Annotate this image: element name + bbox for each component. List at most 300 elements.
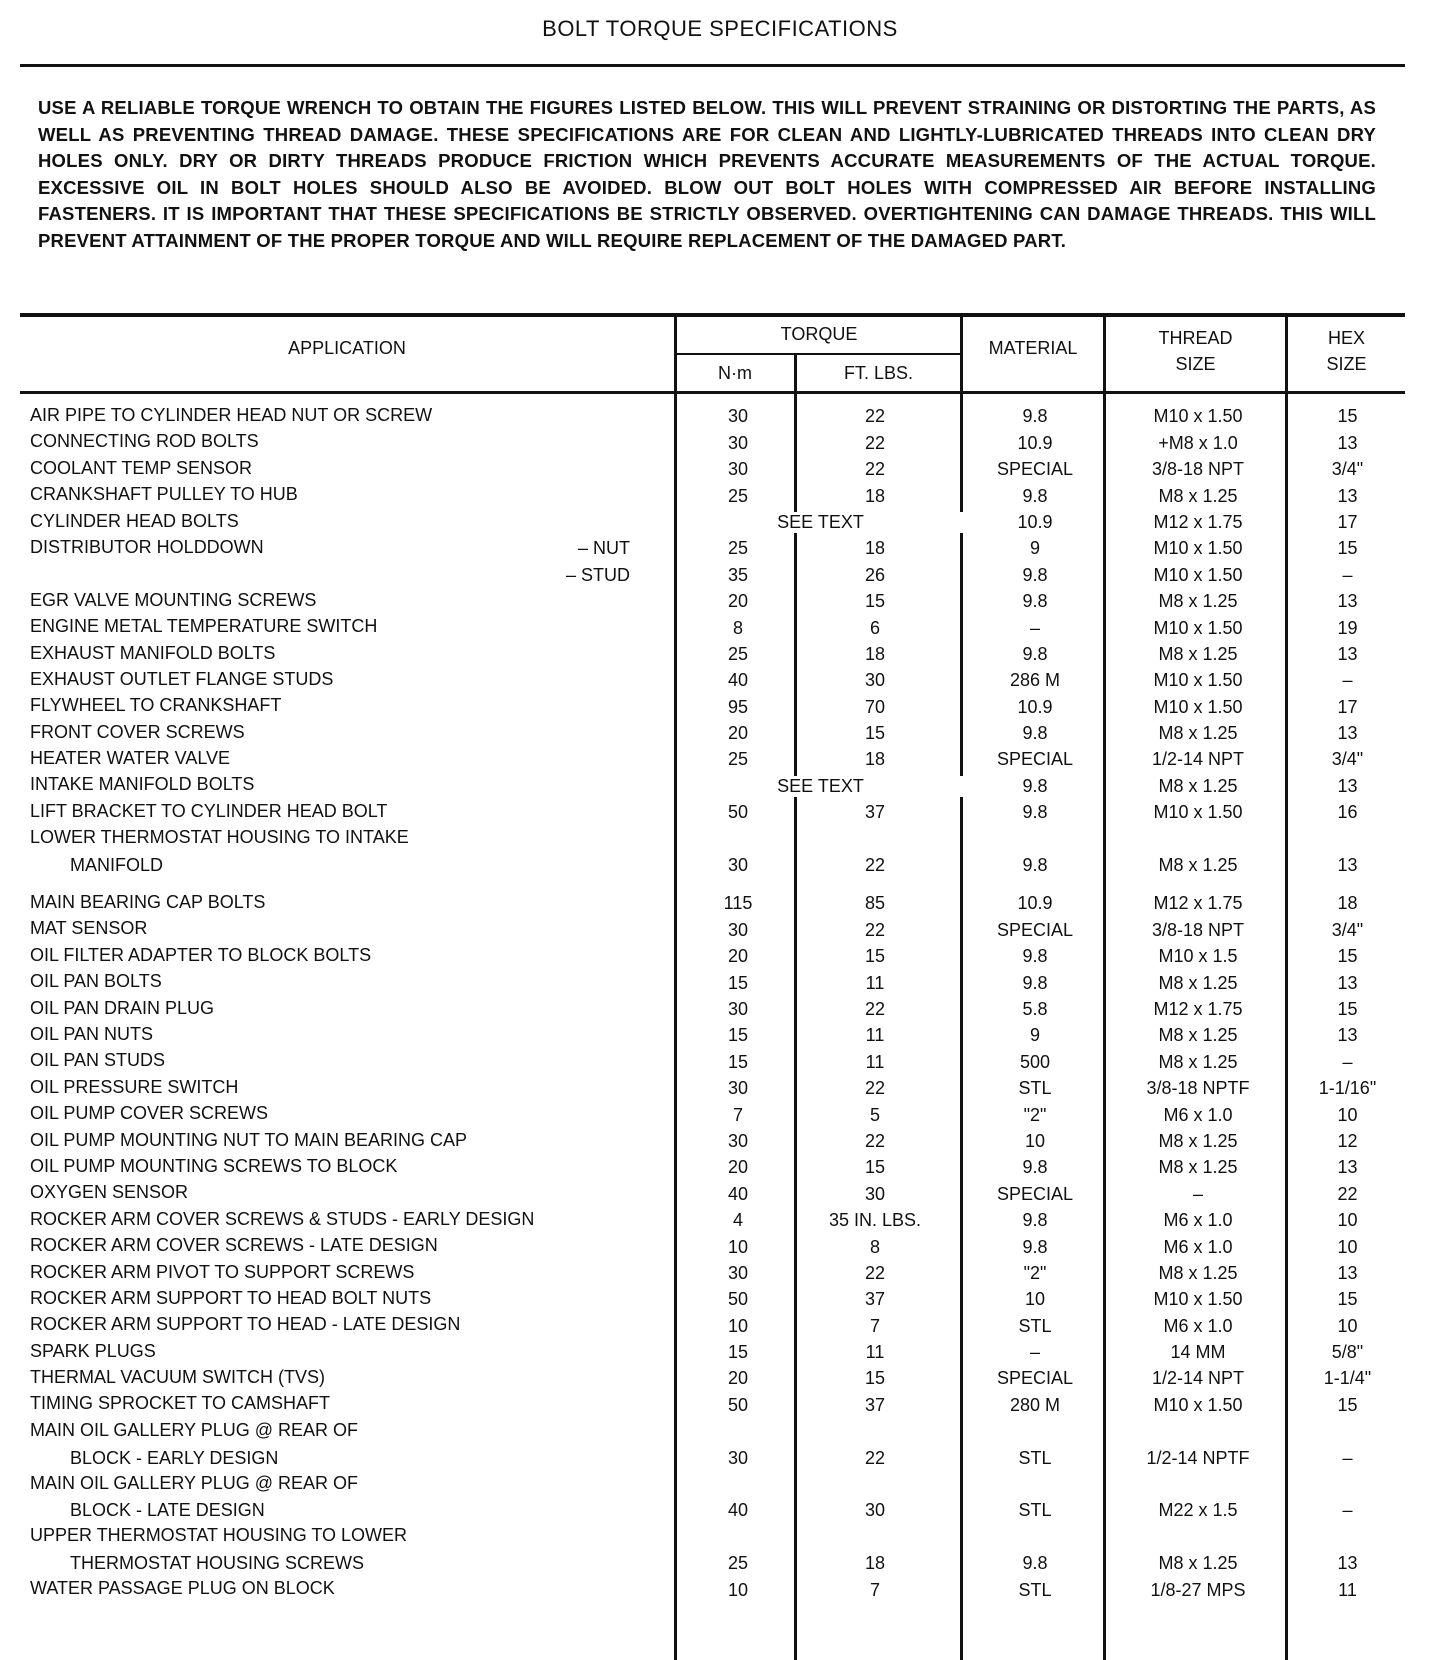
table-row [20, 482, 1405, 508]
header-hex-line1: HEX [1327, 328, 1365, 348]
torque-nm-cell: 50 [727, 1289, 749, 1310]
torque-nm-cell: 15 [727, 1051, 749, 1072]
thread-size-cell: M12 x 1.75 [1153, 511, 1243, 532]
table-row [20, 996, 1405, 1022]
torque-nm-cell: 10 [727, 1315, 749, 1336]
table-row [20, 1523, 1405, 1576]
hex-size-cell: 3/4" [1331, 919, 1364, 940]
torque-ftlbs-cell: 22 [864, 1078, 886, 1099]
see-text-cell: SEE TEXT [678, 776, 963, 797]
torque-ftlbs-cell: 11 [865, 1342, 885, 1363]
material-cell: 9.8 [1022, 1210, 1048, 1231]
application-cell: TIMING SPROCKET TO CAMSHAFT [30, 1393, 331, 1414]
torque-ftlbs-cell: 5 [869, 1104, 880, 1125]
thread-size-cell: M10 x 1.5 [1158, 946, 1238, 967]
application-cell: INTAKE MANIFOLD BOLTS [30, 774, 255, 795]
material-cell: 9.8 [1022, 591, 1048, 612]
table-row [20, 588, 1405, 614]
application-cell-continued: BLOCK - EARLY DESIGN [70, 1447, 279, 1468]
application-cell: MAIN OIL GALLERY PLUG @ REAR OF [30, 1419, 359, 1440]
application-cell: OIL PAN BOLTS [30, 971, 162, 992]
hex-size-cell: 13 [1337, 643, 1358, 664]
application-cell: EGR VALVE MOUNTING SCREWS [30, 589, 317, 610]
table-row [20, 1260, 1405, 1286]
torque-nm-cell: 15 [727, 1025, 749, 1046]
torque-ftlbs-cell: 15 [864, 946, 886, 967]
torque-nm-cell: 30 [727, 919, 749, 940]
torque-ftlbs-cell: 22 [864, 432, 886, 453]
material-cell: STL [1018, 1315, 1052, 1336]
application-cell: DISTRIBUTOR HOLDDOWN [30, 536, 264, 557]
material-cell: 500 [1019, 1051, 1051, 1072]
material-cell: 9.8 [1022, 1157, 1048, 1178]
thread-size-cell: M6 x 1.0 [1163, 1315, 1233, 1336]
thread-size-cell: 1/2-14 NPTF [1146, 1447, 1250, 1468]
material-cell: 5.8 [1022, 999, 1048, 1019]
torque-ftlbs-cell: 30 [864, 670, 886, 691]
hex-size-cell: 13 [1337, 1553, 1358, 1574]
table-row [20, 1286, 1405, 1312]
application-cell: CRANKSHAFT PULLEY TO HUB [30, 484, 298, 505]
hex-size-cell: 15 [1337, 946, 1358, 967]
material-cell: 9.8 [1022, 802, 1048, 823]
torque-ftlbs-cell: 18 [864, 538, 886, 559]
table-row [20, 1418, 1405, 1471]
torque-nm-cell: 30 [727, 1447, 749, 1468]
hex-size-cell: 13 [1337, 855, 1358, 876]
hex-size-cell: 5/8" [1331, 1342, 1364, 1363]
application-cell: OIL PUMP MOUNTING SCREWS TO BLOCK [30, 1155, 398, 1176]
thread-size-cell: M8 x 1.25 [1158, 855, 1238, 876]
thread-size-cell: – [1192, 1183, 1203, 1204]
torque-nm-cell: 115 [723, 893, 753, 914]
torque-nm-cell: 20 [727, 946, 749, 967]
application-cell: FRONT COVER SCREWS [30, 721, 245, 742]
material-cell: 9.8 [1022, 406, 1048, 427]
torque-nm-cell: 25 [727, 643, 749, 664]
table-row [20, 1101, 1405, 1127]
thread-size-cell: 3/8-18 NPTF [1146, 1078, 1250, 1099]
material-cell: – [1029, 617, 1040, 638]
table-row [20, 943, 1405, 969]
material-cell: 9.8 [1022, 1553, 1048, 1574]
thread-size-cell: 14 MM [1170, 1342, 1226, 1363]
header-thread-line2: SIZE [1175, 354, 1216, 374]
material-cell: 9.8 [1022, 972, 1048, 993]
material-cell: SPECIAL [996, 1183, 1074, 1204]
thread-size-cell: M8 x 1.25 [1158, 485, 1238, 506]
hex-size-cell: 15 [1337, 406, 1358, 427]
material-cell: 9.8 [1022, 723, 1048, 744]
material-cell: "2" [1023, 1262, 1047, 1283]
material-cell: "2" [1023, 1104, 1047, 1125]
torque-ftlbs-cell: 6 [869, 617, 880, 638]
header-hex-line2: SIZE [1326, 354, 1367, 374]
hex-size-cell: 15 [1337, 1394, 1358, 1415]
torque-ftlbs-cell: 70 [864, 696, 886, 717]
hex-size-cell: 1-1/16" [1318, 1078, 1377, 1099]
torque-nm-cell: 25 [727, 1553, 749, 1574]
hex-size-cell: 10 [1337, 1236, 1358, 1257]
table-row [20, 1312, 1405, 1338]
hex-size-cell: 13 [1337, 432, 1358, 453]
torque-nm-cell: 40 [727, 1500, 749, 1521]
table-row [20, 429, 1405, 455]
table-row [20, 641, 1405, 667]
table-row [20, 916, 1405, 942]
torque-nm-cell: 20 [727, 1157, 749, 1178]
thread-size-cell: 3/8-18 NPT [1151, 919, 1245, 940]
thread-size-cell: M8 x 1.25 [1158, 1262, 1238, 1283]
header-nm: N·m [718, 363, 752, 383]
material-cell: 9 [1029, 1025, 1040, 1046]
table-row [20, 1154, 1405, 1180]
table-row [20, 456, 1405, 482]
torque-nm-cell: 95 [727, 696, 749, 717]
material-cell: 10.9 [1017, 432, 1053, 453]
torque-nm-cell: 40 [727, 1183, 749, 1204]
hex-size-cell: 16 [1337, 802, 1358, 823]
torque-nm-cell: 15 [727, 1342, 749, 1363]
thread-size-cell: M8 x 1.25 [1158, 1051, 1238, 1072]
torque-ftlbs-cell: 22 [864, 1130, 886, 1151]
torque-table [20, 313, 1405, 1660]
hex-size-cell: – [1342, 670, 1353, 691]
thread-size-cell: M8 x 1.25 [1158, 775, 1238, 796]
material-cell: 9.8 [1022, 1236, 1048, 1257]
material-cell: SPECIAL [996, 1368, 1074, 1389]
hex-size-cell: 15 [1337, 538, 1358, 559]
table-row [20, 509, 1405, 535]
application-cell: ROCKER ARM COVER SCREWS - LATE DESIGN [30, 1235, 438, 1256]
hex-size-cell: 13 [1337, 775, 1358, 796]
table-row [20, 535, 1405, 561]
application-cell: CONNECTING ROD BOLTS [30, 431, 259, 452]
thread-size-cell: M10 x 1.50 [1153, 617, 1243, 638]
torque-nm-cell: 8 [732, 617, 743, 638]
table-row [20, 890, 1405, 916]
table-row [20, 1180, 1405, 1206]
application-cell: AIR PIPE TO CYLINDER HEAD NUT OR SCREW [30, 405, 433, 425]
page-title: BOLT TORQUE SPECIFICATIONS [542, 16, 898, 41]
thread-size-cell: +M8 x 1.0 [1158, 432, 1238, 453]
hex-size-cell: 10 [1337, 1315, 1358, 1336]
hex-size-cell: 15 [1337, 999, 1358, 1019]
torque-nm-cell: 10 [727, 1579, 749, 1600]
torque-ftlbs-cell: 7 [869, 1579, 880, 1600]
thread-size-cell: M8 x 1.25 [1158, 1130, 1238, 1151]
material-cell: 10.9 [1017, 893, 1053, 914]
table-row [20, 1128, 1405, 1154]
torque-nm-cell: 20 [727, 1368, 749, 1389]
thread-size-cell: M8 x 1.25 [1158, 723, 1238, 744]
header-material: MATERIAL [988, 338, 1078, 358]
material-cell: 9.8 [1022, 643, 1048, 664]
hex-size-cell: 1-1/4" [1323, 1368, 1372, 1389]
thread-size-cell: 1/8-27 MPS [1150, 1579, 1246, 1600]
hex-size-cell: 13 [1337, 1157, 1358, 1178]
material-cell: 10.9 [1017, 511, 1053, 532]
table-row [20, 1339, 1405, 1365]
hex-size-cell: 13 [1337, 1025, 1358, 1046]
application-cell: MAIN OIL GALLERY PLUG @ REAR OF [30, 1472, 359, 1493]
application-cell: ENGINE METAL TEMPERATURE SWITCH [30, 616, 378, 637]
application-cell: OIL PAN NUTS [30, 1024, 154, 1044]
torque-ftlbs-cell: 22 [864, 855, 886, 876]
table-row [20, 746, 1405, 772]
application-cell: COOLANT TEMP SENSOR [30, 457, 253, 478]
material-cell: 10 [1024, 1289, 1046, 1310]
hex-size-cell: 18 [1337, 893, 1358, 914]
thread-size-cell: M8 x 1.25 [1158, 1025, 1238, 1046]
torque-ftlbs-cell: 11 [865, 972, 885, 993]
material-cell: STL [1018, 1500, 1052, 1521]
thread-size-cell: M10 x 1.50 [1153, 670, 1243, 691]
hex-size-cell: 10 [1337, 1104, 1358, 1125]
torque-nm-cell: 30 [727, 1078, 749, 1099]
hex-size-cell: 12 [1337, 1130, 1358, 1151]
thread-size-cell: M10 x 1.50 [1153, 406, 1243, 427]
thread-size-cell: M8 x 1.25 [1158, 591, 1238, 612]
application-cell: OIL PUMP COVER SCREWS [30, 1103, 269, 1124]
thread-size-cell: M8 x 1.25 [1158, 643, 1238, 664]
torque-ftlbs-cell: 7 [869, 1315, 880, 1336]
table-row [20, 1365, 1405, 1391]
material-cell: SPECIAL [996, 459, 1074, 480]
hex-size-cell: 11 [1338, 1579, 1357, 1600]
application-cell: OIL PUMP MOUNTING NUT TO MAIN BEARING CAP [30, 1129, 468, 1150]
material-cell: 9 [1029, 538, 1040, 559]
header-ft-lbs: FT. LBS. [843, 363, 914, 383]
hex-size-cell: 13 [1337, 591, 1358, 612]
table-row [20, 1022, 1405, 1048]
torque-ftlbs-cell: 22 [864, 999, 886, 1019]
thread-size-cell: 3/8-18 NPT [1151, 459, 1245, 480]
hex-size-cell: – [1342, 1500, 1353, 1521]
thread-size-cell: M10 x 1.50 [1153, 1394, 1243, 1415]
application-cell: OIL PRESSURE SWITCH [30, 1076, 239, 1097]
header-application: APPLICATION [288, 338, 406, 358]
torque-nm-cell: 20 [727, 591, 749, 612]
torque-ftlbs-cell: 15 [864, 723, 886, 744]
thread-size-cell: M12 x 1.75 [1153, 999, 1243, 1019]
application-sub-label: – NUT [577, 538, 630, 559]
hex-size-cell: 13 [1337, 1262, 1358, 1283]
torque-nm-cell: 30 [727, 432, 749, 453]
torque-ftlbs-cell: 22 [864, 1447, 886, 1468]
hex-size-cell: 13 [1337, 485, 1358, 506]
application-cell-continued: THERMOSTAT HOUSING SCREWS [70, 1553, 365, 1574]
thread-size-cell: M6 x 1.0 [1163, 1236, 1233, 1257]
intro-paragraph: USE A RELIABLE TORQUE WRENCH TO OBTAIN THE FIGURES LISTED BELOW. THIS WILL PREVENT STRAINING OR DISTORTING THE PARTS, AS WELL AS PREVENTING THREAD DAMAGE. THESE SPECIFICATIONS ARE FOR CLEAN AND LIGHTLY-LUBRICATED THREADS INTO CLEAN DRY HOLES ONLY. DRY OR DIRTY THREADS PRODUCE FRICTION WHICH PREVENTS ACCURATE MEASUREMENTS OF THE ACTUAL TORQUE. EXCESSIVE OIL IN BOLT HOLES SHOULD ALSO BE AVOIDED. BLOW OUT BOLT HOLES WITH COMPRESSED AIR BEFORE INSTALLING FASTENERS. IT IS IMPORTANT THAT THESE SPECIFICATIONS BE STRICTLY OBSERVED. OVERTIGHTENING CAN DAMAGE THREADS. THIS WILL PREVENT ATTAINMENT OF THE PROPER TORQUE AND WILL REQUIRE REPLACEMENT OF THE DAMAGED PART. [38, 97, 1376, 251]
thread-size-cell: 1/2-14 NPT [1151, 1368, 1245, 1389]
application-cell: ROCKER ARM COVER SCREWS & STUDS - EARLY DESIGN [30, 1208, 535, 1229]
torque-nm-cell: 35 [727, 564, 749, 585]
torque-ftlbs-cell: 35 IN. LBS. [828, 1210, 922, 1231]
application-cell: OIL PAN STUDS [30, 1050, 166, 1071]
hex-size-cell: 13 [1337, 723, 1358, 744]
material-cell: 9.8 [1022, 855, 1048, 876]
thread-size-cell: M6 x 1.0 [1163, 1210, 1233, 1231]
application-cell: ROCKER ARM PIVOT TO SUPPORT SCREWS [30, 1261, 415, 1282]
application-cell: LOWER THERMOSTAT HOUSING TO INTAKE [30, 827, 409, 848]
torque-ftlbs-cell: 18 [864, 643, 886, 664]
torque-nm-cell: 15 [727, 972, 749, 993]
torque-ftlbs-cell: 18 [864, 749, 886, 770]
material-cell: STL [1018, 1579, 1052, 1600]
thread-size-cell: 1/2-14 NPT [1151, 749, 1245, 770]
hex-size-cell: 17 [1337, 696, 1358, 717]
torque-divider [676, 353, 962, 355]
table-row [20, 1207, 1405, 1233]
torque-nm-cell: 7 [732, 1104, 743, 1125]
table-row [20, 693, 1405, 719]
torque-nm-cell: 25 [727, 485, 749, 506]
torque-ftlbs-cell: 11 [865, 1025, 885, 1046]
header-thread-size [1106, 325, 1285, 377]
hex-size-cell: 13 [1337, 972, 1358, 993]
torque-ftlbs-cell: 18 [864, 485, 886, 506]
application-cell: THERMAL VACUUM SWITCH (TVS) [30, 1367, 325, 1388]
torque-ftlbs-cell: 22 [864, 919, 886, 940]
torque-nm-cell: 30 [727, 1262, 749, 1283]
torque-ftlbs-cell: 15 [864, 1368, 886, 1389]
torque-nm-cell: 20 [727, 723, 749, 744]
table-body [20, 403, 1405, 1603]
application-cell: ROCKER ARM SUPPORT TO HEAD BOLT NUTS [30, 1287, 432, 1308]
torque-ftlbs-cell: 22 [864, 459, 886, 480]
application-cell: OIL FILTER ADAPTER TO BLOCK BOLTS [30, 944, 372, 965]
thread-size-cell: M12 x 1.75 [1153, 893, 1243, 914]
thread-size-cell: M10 x 1.50 [1153, 538, 1243, 559]
table-row [20, 1471, 1405, 1524]
thread-size-cell: M6 x 1.0 [1163, 1104, 1233, 1125]
table-row [20, 1075, 1405, 1101]
table-row [20, 799, 1405, 825]
application-cell: CYLINDER HEAD BOLTS [30, 510, 239, 531]
material-cell: 286 M [1009, 670, 1061, 691]
thread-size-cell: M8 x 1.25 [1158, 1553, 1238, 1574]
material-cell: 10 [1024, 1130, 1046, 1151]
torque-ftlbs-cell: 30 [864, 1183, 886, 1204]
material-cell: 10.9 [1017, 696, 1053, 717]
hex-size-cell: – [1342, 564, 1353, 585]
thread-size-cell: M10 x 1.50 [1153, 1289, 1243, 1310]
hex-size-cell: – [1342, 1447, 1353, 1468]
table-row [20, 1391, 1405, 1417]
application-cell-continued: MANIFOLD [70, 855, 164, 876]
see-text-cell: SEE TEXT [678, 512, 963, 533]
material-cell: SPECIAL [996, 919, 1074, 940]
application-cell: OXYGEN SENSOR [30, 1182, 189, 1203]
application-cell: MAT SENSOR [30, 918, 148, 939]
torque-ftlbs-cell: 11 [865, 1051, 885, 1072]
material-cell: 9.8 [1022, 775, 1048, 796]
header-bottom-rule [20, 391, 1405, 394]
torque-nm-cell: 30 [727, 459, 749, 480]
application-cell: WATER PASSAGE PLUG ON BLOCK [30, 1578, 335, 1599]
thread-size-cell: M10 x 1.50 [1153, 564, 1243, 585]
table-top-rule [20, 313, 1405, 317]
material-cell: 9.8 [1022, 946, 1048, 967]
thread-size-cell: M10 x 1.50 [1153, 802, 1243, 823]
torque-ftlbs-cell: 37 [864, 1394, 886, 1415]
torque-ftlbs-cell: 15 [864, 1157, 886, 1178]
torque-nm-cell: 30 [727, 855, 749, 876]
table-row [20, 561, 1405, 587]
material-cell: SPECIAL [996, 749, 1074, 770]
material-cell: 9.8 [1022, 485, 1048, 506]
torque-ftlbs-cell: 15 [864, 591, 886, 612]
hex-size-cell: 3/4" [1331, 749, 1364, 770]
table-row [20, 969, 1405, 995]
torque-nm-cell: 4 [732, 1210, 743, 1231]
hex-size-cell: 22 [1337, 1183, 1358, 1204]
table-row [20, 403, 1405, 429]
application-cell: LIFT BRACKET TO CYLINDER HEAD BOLT [30, 800, 388, 821]
thread-size-cell: M22 x 1.5 [1158, 1500, 1238, 1521]
hex-size-cell: 10 [1337, 1210, 1358, 1231]
torque-nm-cell: 40 [727, 670, 749, 691]
header-torque: TORQUE [780, 324, 858, 344]
table-row [20, 1048, 1405, 1074]
material-cell: STL [1018, 1447, 1052, 1468]
material-cell: 9.8 [1022, 564, 1048, 585]
torque-nm-cell: 50 [727, 1394, 749, 1415]
table-row [20, 825, 1405, 878]
torque-nm-cell: 25 [727, 749, 749, 770]
hex-size-cell: – [1342, 1051, 1353, 1072]
application-cell: OIL PAN DRAIN PLUG [30, 997, 215, 1018]
application-cell: EXHAUST MANIFOLD BOLTS [30, 642, 276, 663]
hex-size-cell: 15 [1337, 1289, 1358, 1310]
torque-nm-cell: 30 [727, 406, 749, 427]
torque-nm-cell: 25 [727, 538, 749, 559]
application-cell: EXHAUST OUTLET FLANGE STUDS [30, 668, 334, 689]
hex-size-cell: 17 [1337, 511, 1358, 532]
torque-ftlbs-cell: 18 [864, 1553, 886, 1574]
application-cell: FLYWHEEL TO CRANKSHAFT [30, 695, 282, 716]
application-cell: ROCKER ARM SUPPORT TO HEAD - LATE DESIGN [30, 1314, 461, 1335]
divider [20, 64, 1405, 67]
torque-nm-cell: 50 [727, 802, 749, 823]
torque-ftlbs-cell: 8 [869, 1236, 880, 1257]
torque-nm-cell: 30 [727, 999, 749, 1019]
table-row [20, 1233, 1405, 1259]
header-thread-line1: THREAD [1158, 328, 1233, 348]
table-row [20, 1576, 1405, 1602]
material-cell: – [1029, 1342, 1040, 1363]
material-cell: STL [1018, 1078, 1052, 1099]
thread-size-cell: M8 x 1.25 [1158, 972, 1238, 993]
table-row [20, 667, 1405, 693]
application-cell: HEATER WATER VALVE [30, 748, 231, 769]
application-cell: SPARK PLUGS [30, 1340, 156, 1361]
torque-ftlbs-cell: 26 [864, 564, 886, 585]
thread-size-cell: M10 x 1.50 [1153, 696, 1243, 717]
torque-ftlbs-cell: 22 [864, 1262, 886, 1283]
material-cell: 280 M [1009, 1394, 1061, 1415]
header-hex-size [1288, 325, 1405, 377]
hex-size-cell: 19 [1337, 617, 1358, 638]
application-cell-continued: BLOCK - LATE DESIGN [70, 1500, 265, 1521]
torque-ftlbs-cell: 37 [864, 1289, 886, 1310]
thread-size-cell: M8 x 1.25 [1158, 1157, 1238, 1178]
application-cell: MAIN BEARING CAP BOLTS [30, 892, 266, 913]
table-row [20, 720, 1405, 746]
application-sub-label: – STUD [565, 564, 630, 585]
hex-size-cell: 3/4" [1331, 459, 1364, 480]
